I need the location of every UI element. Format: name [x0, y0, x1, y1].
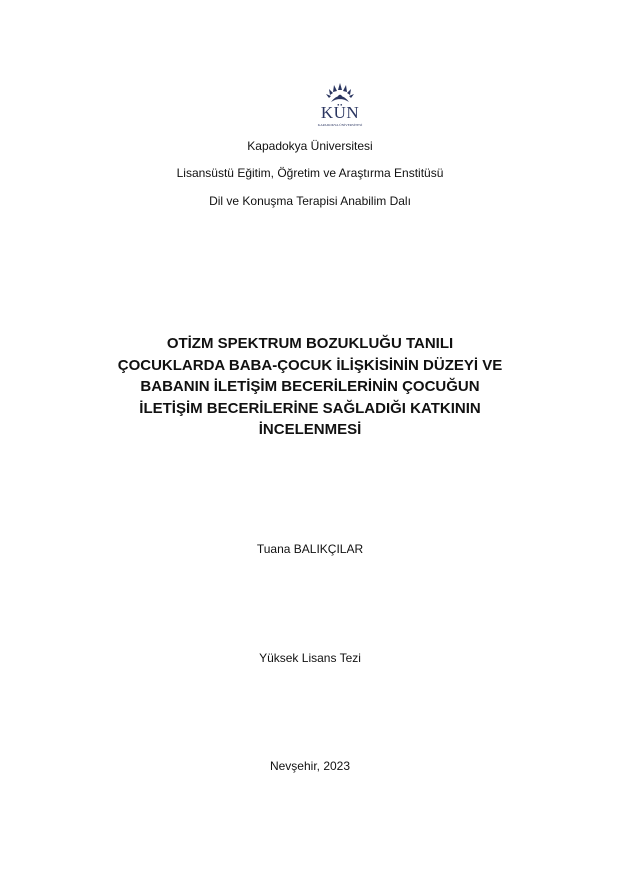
- thesis-title-line: OTİZM SPEKTRUM BOZUKLUĞU TANILI: [166, 335, 454, 352]
- degree-type: Yüksek Lisans Tezi: [259, 651, 361, 665]
- university-name: Kapadokya Üniversitesi: [247, 139, 373, 153]
- logo-wordmark: KÜN: [320, 103, 360, 122]
- department-name: Dil ve Konuşma Terapisi Anabilim Dalı: [209, 194, 411, 208]
- thesis-title: [100, 333, 520, 441]
- author-name: Tuana BALIKÇILAR: [256, 542, 364, 556]
- thesis-title-line: İLETİŞİM BECERİLERİNE SAĞLADIĞI KATKININ: [139, 399, 481, 417]
- thesis-title-line: İNCELENMESİ: [258, 421, 362, 438]
- logo-subtext: KAPADOKYA ÜNİVERSİTESİ: [317, 123, 363, 127]
- thesis-title-line: BABANIN İLETİŞİM BECERİLERİNİN ÇOCUĞUN: [140, 378, 480, 395]
- thesis-title-line: ÇOCUKLARDA BABA-ÇOCUK İLİŞKİSİNİN DÜZEYİ VE: [117, 356, 503, 374]
- university-logo: [305, 82, 375, 130]
- place-and-year: Nevşehir, 2023: [269, 759, 351, 773]
- institute-name: Lisansüstü Eğitim, Öğretim ve Araştırma Enstitüsü: [176, 166, 444, 180]
